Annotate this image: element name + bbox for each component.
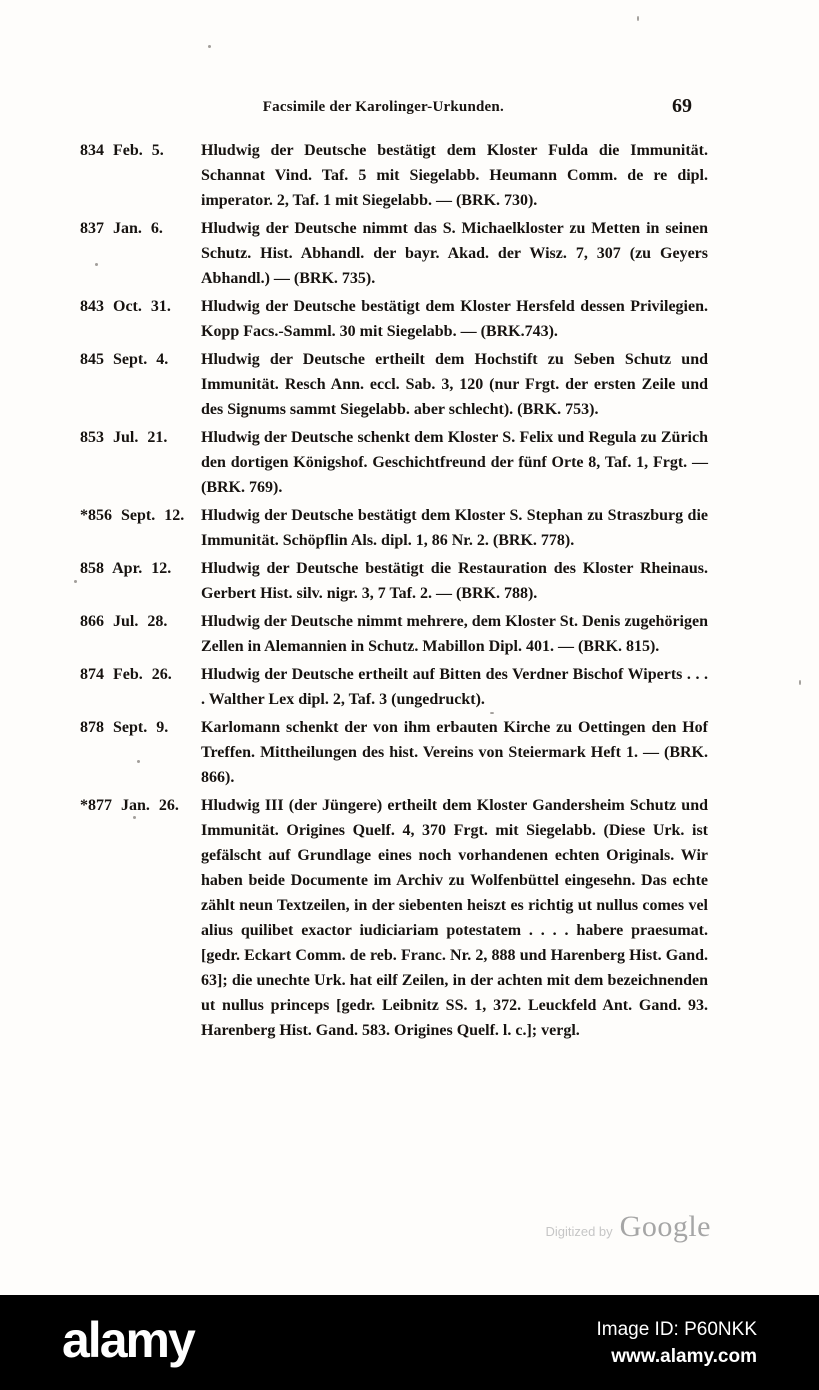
entry-text: Hludwig der Deutsche bestätigt dem Kloster S. Stephan zu Straszburg die Immunität. Schöpflin Als. dipl. 1, 86 Nr. 2. (BRK. 778). — [201, 507, 708, 549]
digitized-watermark — [545, 1210, 711, 1244]
entry-text: Hludwig der Deutsche bestätigt die Restauration des Kloster Rheinaus. Gerbert Hist. silv. nigr. 3, 7 Taf. 2. — (BRK. 788). — [201, 560, 708, 602]
entry-text: Hludwig der Deutsche bestätigt dem Kloster Hersfeld dessen Privilegien. Kopp Facs.-Samml. 30 mit Siegelabb. — (BRK.743). — [201, 298, 708, 340]
scan-speck — [799, 680, 801, 685]
entry-text: Karlomann schenkt der von ihm erbauten Kirche zu Oettingen den Hof Treffen. Mittheilungen des hist. Vereins von Steiermark Heft 1. — (BRK. 866). — [201, 719, 708, 786]
image-id-label: Image ID: P60NKK — [596, 1318, 757, 1340]
page-header — [80, 95, 706, 121]
entry-text: Hludwig der Deutsche ertheilt auf Bitten des Verdner Bischof Wiperts . . . . Walther Lex dipl. 2, Taf. 3 (ungedruckt). — [201, 666, 708, 708]
google-logo: Google — [619, 1210, 711, 1243]
entry-date: 853 Jul. 21. — [80, 429, 168, 446]
alamy-footer — [0, 1295, 819, 1390]
entry-date: 858 Apr. 12. — [80, 560, 172, 577]
entry-row — [80, 609, 708, 659]
alamy-footer-info — [596, 1316, 757, 1370]
entry-text: Hludwig III (der Jüngere) ertheilt dem Kloster Gandersheim Schutz und Immunität. Origines Quelf. 4, 370 Frgt. mit Siegelabb. (Diese Urk. ist gefälscht auf Grundlage eines noch vorhandenen echten Originals. Wir haben beide Documente im Archiv zu Wolfenbüttel eingesehn. Das echte zählt neun Textzeilen, in der siebenten heiszt es richtig ut nullus comes vel alius quilibet exactor iudiciariam potestatem . . . . habere praesumat. [gedr. Eckart Comm. de reb. Franc. Nr. 2, 888 und Harenberg Hist. Gand. 63]; die unechte Urk. hat eilf Zeilen, in der achten mit dem bezeichnenden ut nullus princeps [gedr. Leibnitz SS. 1, 372. Leuckfeld Ant. Gand. 93. Harenberg Hist. Gand. 583. Origines Quelf. l. c.]; vergl. — [201, 797, 708, 1039]
entry-date: 866 Jul. 28. — [80, 613, 168, 630]
entry-date: 845 Sept. 4. — [80, 351, 169, 368]
entry-row — [80, 715, 708, 790]
entry-row — [80, 503, 708, 553]
entry-text: Hludwig der Deutsche bestätigt dem Kloster Fulda die Immunität. Schannat Vind. Taf. 5 mit Siegelabb. Heumann Comm. de re dipl. imperator. 2, Taf. 1 mit Siegelabb. — (BRK. 730). — [201, 142, 708, 209]
entry-text: Hludwig der Deutsche schenkt dem Kloster S. Felix und Regula zu Zürich den dortigen Königshof. Geschichtfreund der fünf Orte 8, Taf. 1, Frgt. — (BRK. 769). — [201, 429, 708, 496]
alamy-url: www.alamy.com — [611, 1345, 757, 1367]
entry-date: 837 Jan. 6. — [80, 220, 163, 237]
digitized-by-label: Digitized by — [545, 1224, 613, 1239]
scan-speck — [137, 760, 140, 763]
entry-date: 874 Feb. 26. — [80, 666, 172, 683]
entry-date: 878 Sept. 9. — [80, 719, 169, 736]
running-title: Facsimile der Karolinger-Urkunden. — [262, 99, 504, 115]
entry-row — [80, 425, 708, 500]
entry-row — [80, 556, 708, 606]
entry-text: Hludwig der Deutsche nimmt mehrere, dem Kloster St. Denis zugehörigen Zellen in Alemannien in Schutz. Mabillon Dipl. 401. — (BRK. 815). — [201, 613, 708, 655]
alamy-logo: alamy — [62, 1311, 194, 1368]
entry-row — [80, 138, 708, 213]
entry-list — [80, 138, 708, 1046]
scan-speck — [490, 712, 494, 714]
entry-date: 834 Feb. 5. — [80, 142, 164, 159]
entry-date: *856 Sept. 12. — [80, 507, 185, 524]
entry-row — [80, 662, 708, 712]
scan-speck — [95, 263, 98, 266]
scan-speck — [74, 580, 77, 583]
scan-speck — [133, 816, 136, 819]
entry-date: 843 Oct. 31. — [80, 298, 171, 315]
entry-row — [80, 294, 708, 344]
entry-date: *877 Jan. 26. — [80, 797, 179, 814]
page-number: 69 — [672, 95, 692, 117]
entry-text: Hludwig der Deutsche ertheilt dem Hochstift zu Seben Schutz und Immunität. Resch Ann. eccl. Sab. 3, 120 (nur Frgt. der ersten Zeile und des Signums sammt Siegelabb. aber schlecht). (BRK. 753). — [201, 351, 708, 418]
entry-row — [80, 347, 708, 422]
entry-row — [80, 216, 708, 291]
scan-speck — [208, 45, 211, 48]
entry-row — [80, 793, 708, 1043]
entry-text: Hludwig der Deutsche nimmt das S. Michaelkloster zu Metten in seinen Schutz. Hist. Abhandl. der bayr. Akad. der Wisz. 7, 307 (zu Geyers Abhandl.) — (BRK. 735). — [201, 220, 708, 287]
scan-speck — [637, 16, 639, 21]
